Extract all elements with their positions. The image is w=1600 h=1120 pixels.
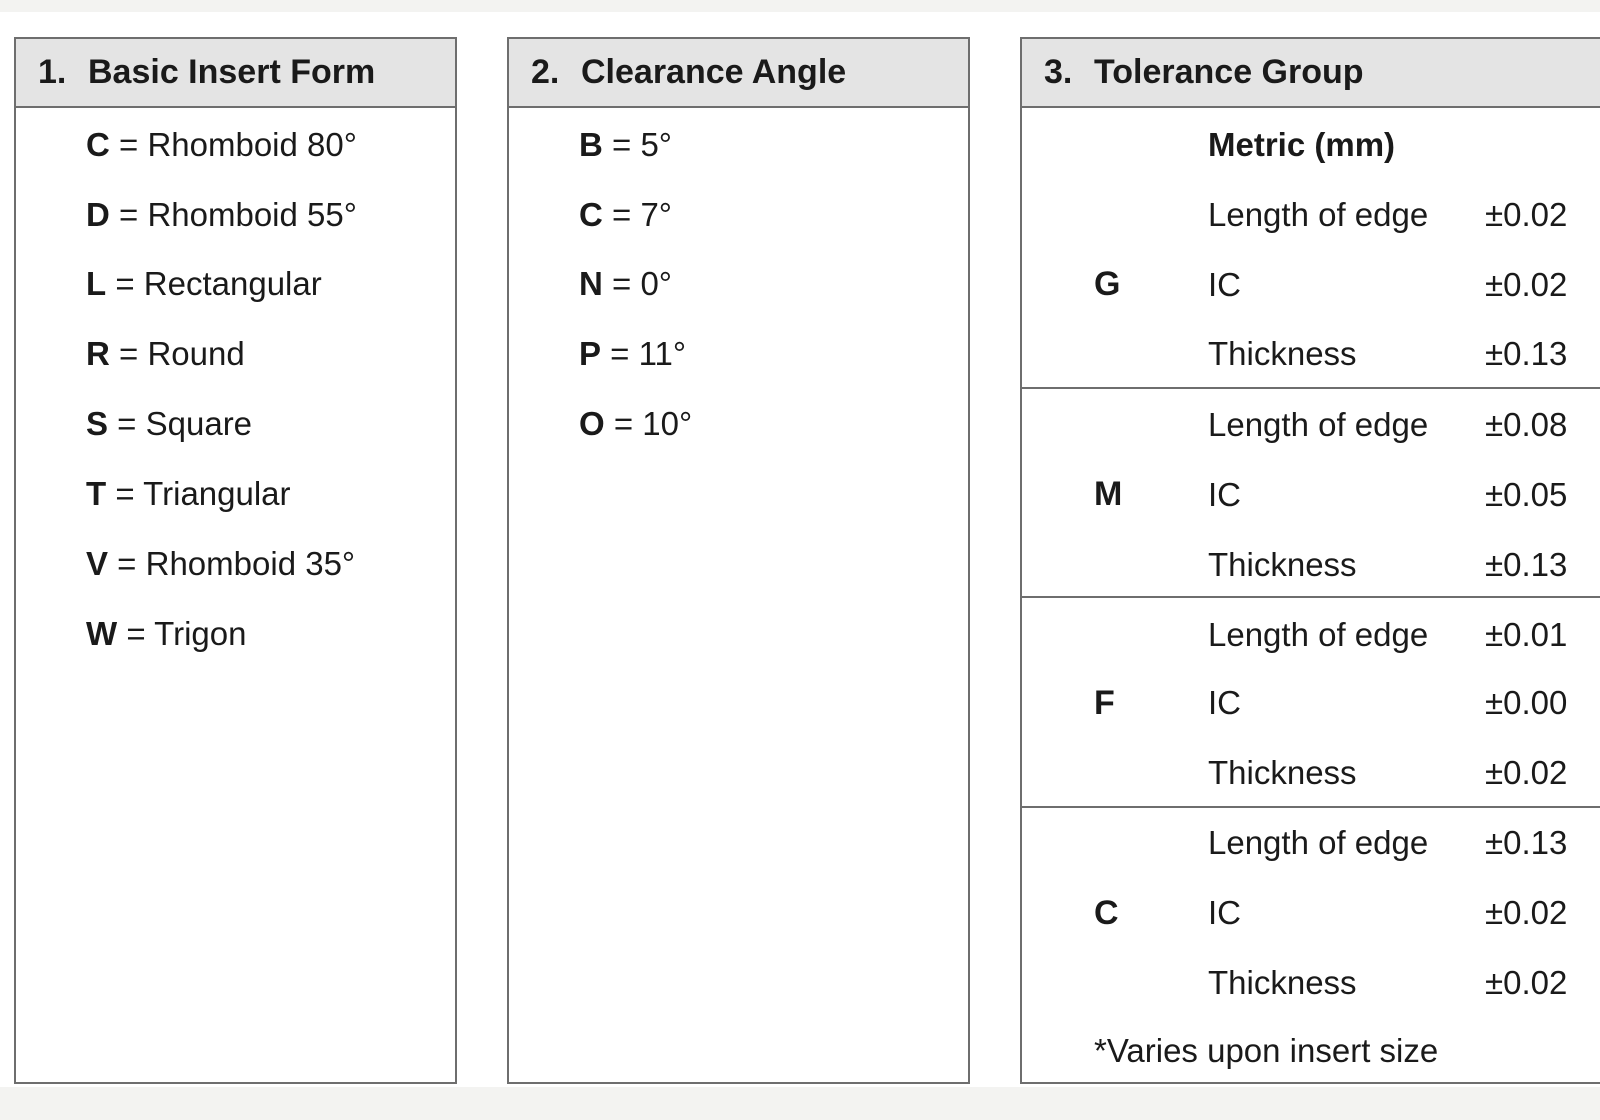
panel-basic-insert-form [14,37,457,1084]
item-code: S [86,405,109,442]
item-text: = 7° [602,196,673,233]
tolerance-row [1208,823,1600,863]
tolerance-row [1208,475,1600,515]
tolerance-row [1208,683,1600,723]
item-text: = Triangular [106,475,291,512]
list-item [86,614,246,654]
item-text: = Trigon [117,615,247,652]
row-label: IC [1208,684,1241,721]
row-label: Length of edge [1208,616,1429,653]
tolerance-row [1208,615,1600,655]
row-label: Thickness [1208,964,1357,1001]
row-value: ±0.13 [1485,335,1568,372]
list-item [86,195,357,235]
panel-tolerance-group [1020,37,1600,1084]
row-value: ±0.13 [1485,824,1568,861]
row-label: IC [1208,476,1241,513]
document-canvas [0,12,1600,1087]
item-code: P [579,335,602,372]
item-text: = 5° [602,126,673,163]
item-code: V [86,545,109,582]
list-item [86,544,355,584]
item-code: L [86,265,107,302]
row-value: ±0.02 [1485,754,1568,791]
panel-number: 1. [38,53,67,91]
footnote: *Varies upon insert size [1094,1032,1439,1069]
panel-title: Clearance Angle [581,53,847,91]
list-item [86,404,252,444]
list-item [579,264,672,304]
list-item [86,334,245,374]
list-item [579,404,692,444]
item-text: = Rhomboid 55° [109,196,357,233]
row-label: Length of edge [1208,406,1429,443]
row-value: ±0.01 [1485,616,1568,653]
item-code: T [86,475,107,512]
group-letter: G [1094,265,1121,303]
group-letter: C [1094,894,1119,932]
row-value: ±0.00 [1485,684,1568,721]
list-item [86,125,357,165]
row-label: Thickness [1208,754,1357,791]
item-code: R [86,335,110,372]
item-code: C [579,196,603,233]
group-letter: F [1094,684,1115,722]
row-label: IC [1208,894,1241,931]
item-text: = Round [109,335,245,372]
row-label: Length of edge [1208,196,1429,233]
tolerance-row [1208,893,1600,933]
list-item [579,334,686,374]
tolerance-row [1208,195,1600,235]
panel-header [509,39,968,108]
item-code: O [579,405,605,442]
list-item [579,125,672,165]
item-text: = Rhomboid 35° [108,545,356,582]
tolerance-row [1208,753,1600,793]
row-label: Thickness [1208,335,1357,372]
panel-title: Tolerance Group [1094,53,1364,91]
tolerance-row [1208,405,1600,445]
list-item [86,474,291,514]
item-text: = Rectangular [106,265,322,302]
row-value: ±0.05 [1485,476,1568,513]
item-code: W [86,615,118,652]
row-label: Thickness [1208,546,1357,583]
panel-header [16,39,455,108]
item-code: D [86,196,110,233]
panel-clearance-angle [507,37,970,1084]
item-code: C [86,126,110,163]
row-value: ±0.02 [1485,894,1568,931]
row-label: IC [1208,266,1241,303]
list-item [579,195,672,235]
tolerance-row [1208,963,1600,1003]
row-value: ±0.13 [1485,546,1568,583]
row-value: ±0.02 [1485,964,1568,1001]
row-value: ±0.02 [1485,266,1568,303]
metric-label: Metric (mm) [1208,126,1396,163]
panel-number: 2. [531,53,560,91]
row-value: ±0.08 [1485,406,1568,443]
item-code: N [579,265,603,302]
list-item [86,264,322,304]
tolerance-row [1208,334,1600,374]
item-text: = Rhomboid 80° [109,126,357,163]
row-label: Length of edge [1208,824,1429,861]
item-text: = 10° [604,405,693,442]
tolerance-row [1208,265,1600,305]
item-text: = 0° [602,265,673,302]
item-text: = Square [108,405,253,442]
row-value: ±0.02 [1485,196,1568,233]
tolerance-row [1208,545,1600,585]
panel-number: 3. [1044,53,1073,91]
panel-title: Basic Insert Form [88,53,376,91]
item-code: B [579,126,603,163]
group-letter: M [1094,475,1123,513]
item-text: = 11° [601,335,687,372]
